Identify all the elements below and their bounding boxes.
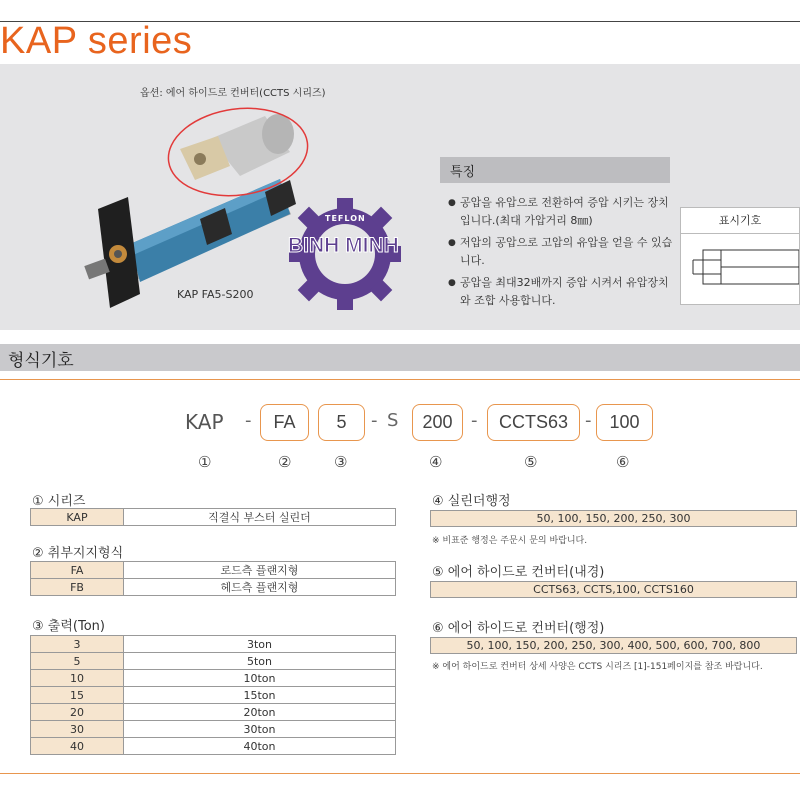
table-row [31, 579, 396, 596]
code-box-stroke: 200 [412, 404, 463, 441]
watermark-main-text: BINH MINH [288, 234, 399, 257]
table-value: 40ton [124, 738, 396, 755]
stroke-title: ④ 실린더행정 [432, 494, 511, 509]
table-key: 10 [31, 670, 124, 687]
table-row [31, 687, 396, 704]
features-heading: 특징 [450, 165, 476, 180]
series-table [30, 508, 396, 526]
watermark-top-text: TEFLON [325, 214, 366, 223]
converter-stroke-values: 50, 100, 150, 200, 250, 300, 400, 500, 600, 700, 800 [430, 637, 797, 654]
table-value: 직결식 부스터 실린더 [124, 509, 396, 526]
symbol-box [680, 207, 800, 305]
feature-item: ● 저압의 공압으로 고압의 유압을 얻을 수 있습니다. [448, 234, 678, 270]
symbol-heading: 표시기호 [681, 208, 799, 234]
converter-bore-title: ⑤ 에어 하이드로 컨버터(내경) [432, 565, 605, 580]
code-dash: - [371, 410, 378, 431]
stroke-note: ※ 비표준 행정은 주문시 문의 바랍니다. [432, 536, 588, 546]
mounting-table [30, 561, 396, 596]
table-key: 15 [31, 687, 124, 704]
code-box-mounting: FA [260, 404, 309, 441]
code-box-converter-stroke: 100 [596, 404, 653, 441]
table-key: KAP [31, 509, 124, 526]
feature-item: ● 공압을 최대32배까지 증압 시켜서 유압장치와 조합 사용합니다. [448, 274, 678, 310]
mounting-title: ② 취부지지형식 [32, 546, 124, 561]
table-key: 5 [31, 653, 124, 670]
code-box-converter-bore: CCTS63 [487, 404, 580, 441]
table-value: 헤드측 플랜지형 [124, 579, 396, 596]
option-caption: 옵션: 에어 하이드로 컨버터(CCTS 시리즈) [140, 88, 326, 99]
series-title: ① 시리즈 [32, 494, 86, 509]
product-panel [0, 64, 800, 330]
code-dash: - [471, 410, 478, 431]
model-caption: KAP FA5-S200 [177, 288, 254, 301]
code-prefix: KAP [185, 410, 224, 434]
section-heading-bar [0, 344, 800, 371]
table-value: 20ton [124, 704, 396, 721]
page-title: KAP series [0, 20, 193, 62]
features-list [448, 194, 678, 314]
section-top-rule [0, 379, 800, 380]
features-heading-bar [440, 157, 670, 183]
converter-stroke-note: ※ 에어 하이드로 컨버터 상세 사양은 CCTS 시리즈 [1]-151페이지를 참조 바랍니다. [432, 662, 763, 672]
table-row [31, 562, 396, 579]
code-number: ② [278, 453, 292, 471]
table-value: 30ton [124, 721, 396, 738]
feature-item: ● 공압을 유압으로 전환하여 증압 시키는 장치입니다.(최대 가압거리 8㎜) [448, 194, 678, 230]
converter-stroke-title: ⑥ 에어 하이드로 컨버터(행정) [432, 621, 605, 636]
table-value: 10ton [124, 670, 396, 687]
code-number: ① [198, 453, 212, 471]
code-number: ③ [334, 453, 348, 471]
output-table [30, 635, 396, 755]
code-dash: - [585, 410, 592, 431]
table-value: 로드측 플랜지형 [124, 562, 396, 579]
table-row [31, 509, 396, 526]
table-row [31, 738, 396, 755]
table-row [31, 721, 396, 738]
table-key: 20 [31, 704, 124, 721]
section-bottom-rule [0, 773, 800, 774]
code-number: ⑥ [616, 453, 630, 471]
stroke-values: 50, 100, 150, 200, 250, 300 [430, 510, 797, 527]
table-key: FA [31, 562, 124, 579]
code-number: ⑤ [524, 453, 538, 471]
table-key: FB [31, 579, 124, 596]
code-number: ④ [429, 453, 443, 471]
table-row [31, 704, 396, 721]
section-heading: 형식기호 [8, 351, 74, 371]
code-box-output: 5 [318, 404, 365, 441]
table-value: 15ton [124, 687, 396, 704]
table-row [31, 636, 396, 653]
table-key: 30 [31, 721, 124, 738]
hydraulic-symbol-icon [681, 234, 799, 304]
table-value: 5ton [124, 653, 396, 670]
output-title: ③ 출력(Ton) [32, 619, 105, 634]
table-row [31, 670, 396, 687]
table-row [31, 653, 396, 670]
code-s-label: S [387, 410, 399, 431]
converter-bore-values: CCTS63, CCTS,100, CCTS160 [430, 581, 797, 598]
table-key: 40 [31, 738, 124, 755]
table-key: 3 [31, 636, 124, 653]
code-dash: - [245, 410, 252, 431]
table-value: 3ton [124, 636, 396, 653]
